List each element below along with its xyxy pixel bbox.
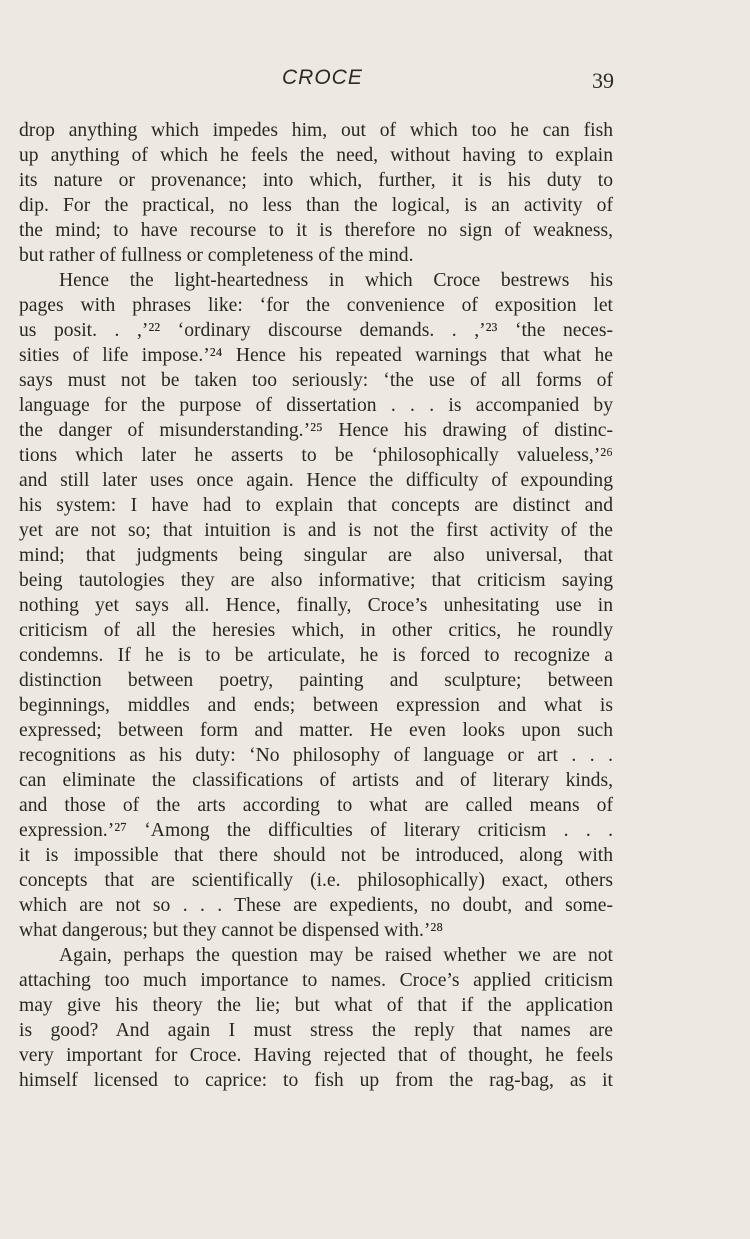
text-line: concepts that are scientifically (i.e. philosophically) exact, others	[19, 870, 613, 891]
text-line: may give his theory the lie; but what of that if the application	[19, 995, 613, 1016]
text-line: drop anything which impedes him, out of which too he can fish	[19, 120, 613, 141]
text-line: nothing yet says all. Hence, finally, Croce’s unhesitating use in	[19, 595, 613, 616]
text-line: expressed; between form and matter. He even looks upon such	[19, 720, 613, 741]
text-line: Hence the light-heartedness in which Croce bestrews his	[59, 270, 613, 291]
text-line: which are not so . . . These are expedients, no doubt, and some-	[19, 895, 613, 916]
text-line: dip. For the practical, no less than the logical, is an activity of	[19, 195, 613, 216]
text-line: Again, perhaps the question may be raised whether we are not	[59, 945, 613, 966]
text-line: himself licensed to caprice: to fish up from the rag-bag, as it	[19, 1070, 613, 1091]
text-line: sities of life impose.’²⁴ Hence his repeated warnings that what he	[19, 345, 613, 366]
text-line: and still later uses once again. Hence the difficulty of expounding	[19, 470, 613, 491]
text-line: up anything of which he feels the need, without having to explain	[19, 145, 613, 166]
text-line: condemns. If he is to be articulate, he is forced to recognize a	[19, 645, 613, 666]
text-line: the mind; to have recourse to it is therefore no sign of weakness,	[19, 220, 613, 241]
text-line: criticism of all the heresies which, in other critics, he roundly	[19, 620, 613, 641]
text-line: mind; that judgments being singular are also universal, that	[19, 545, 613, 566]
text-line: yet are not so; that intuition is and is not the first activity of the	[19, 520, 613, 541]
page-number: 39	[592, 68, 614, 93]
text-line: the danger of misunderstanding.’²⁵ Hence his drawing of distinc-	[19, 420, 613, 441]
text-line: what dangerous; but they cannot be dispensed with.’²⁸	[19, 920, 444, 941]
text-line: recognitions as his duty: ‘No philosophy of language or art . . .	[19, 745, 613, 766]
text-line: is good? And again I must stress the reply that names are	[19, 1020, 613, 1041]
text-line: distinction between poetry, painting and sculpture; between	[19, 670, 613, 691]
text-line: says must not be taken too seriously: ‘the use of all forms of	[19, 370, 613, 391]
text-line: and those of the arts according to what are called means of	[19, 795, 613, 816]
text-line: it is impossible that there should not be introduced, along with	[19, 845, 613, 866]
running-head	[0, 66, 750, 94]
text-line: but rather of fullness or completeness of the mind.	[19, 245, 414, 266]
text-line: can eliminate the classifications of artists and of literary kinds,	[19, 770, 613, 791]
text-line: its nature or provenance; into which, further, it is his duty to	[19, 170, 613, 191]
text-line: his system: I have had to explain that concepts are distinct and	[19, 495, 613, 516]
text-line: being tautologies they are also informative; that criticism saying	[19, 570, 613, 591]
text-line: very important for Croce. Having rejected that of thought, he feels	[19, 1045, 613, 1066]
body-text	[19, 118, 613, 1093]
text-line: language for the purpose of dissertation . . . is accompanied by	[19, 395, 613, 416]
text-line: attaching too much importance to names. Croce’s applied criticism	[19, 970, 613, 991]
text-line: tions which later he asserts to be ‘philosophically valueless,’²⁶	[19, 445, 613, 466]
text-line: expression.’²⁷ ‘Among the difficulties of literary criticism . . .	[19, 820, 613, 841]
text-line: us posit. . ,’²² ‘ordinary discourse demands. . ,’²³ ‘the neces-	[19, 320, 613, 341]
running-title: CROCE	[282, 66, 363, 89]
text-line: pages with phrases like: ‘for the convenience of exposition let	[19, 295, 613, 316]
text-line: beginnings, middles and ends; between expression and what is	[19, 695, 613, 716]
